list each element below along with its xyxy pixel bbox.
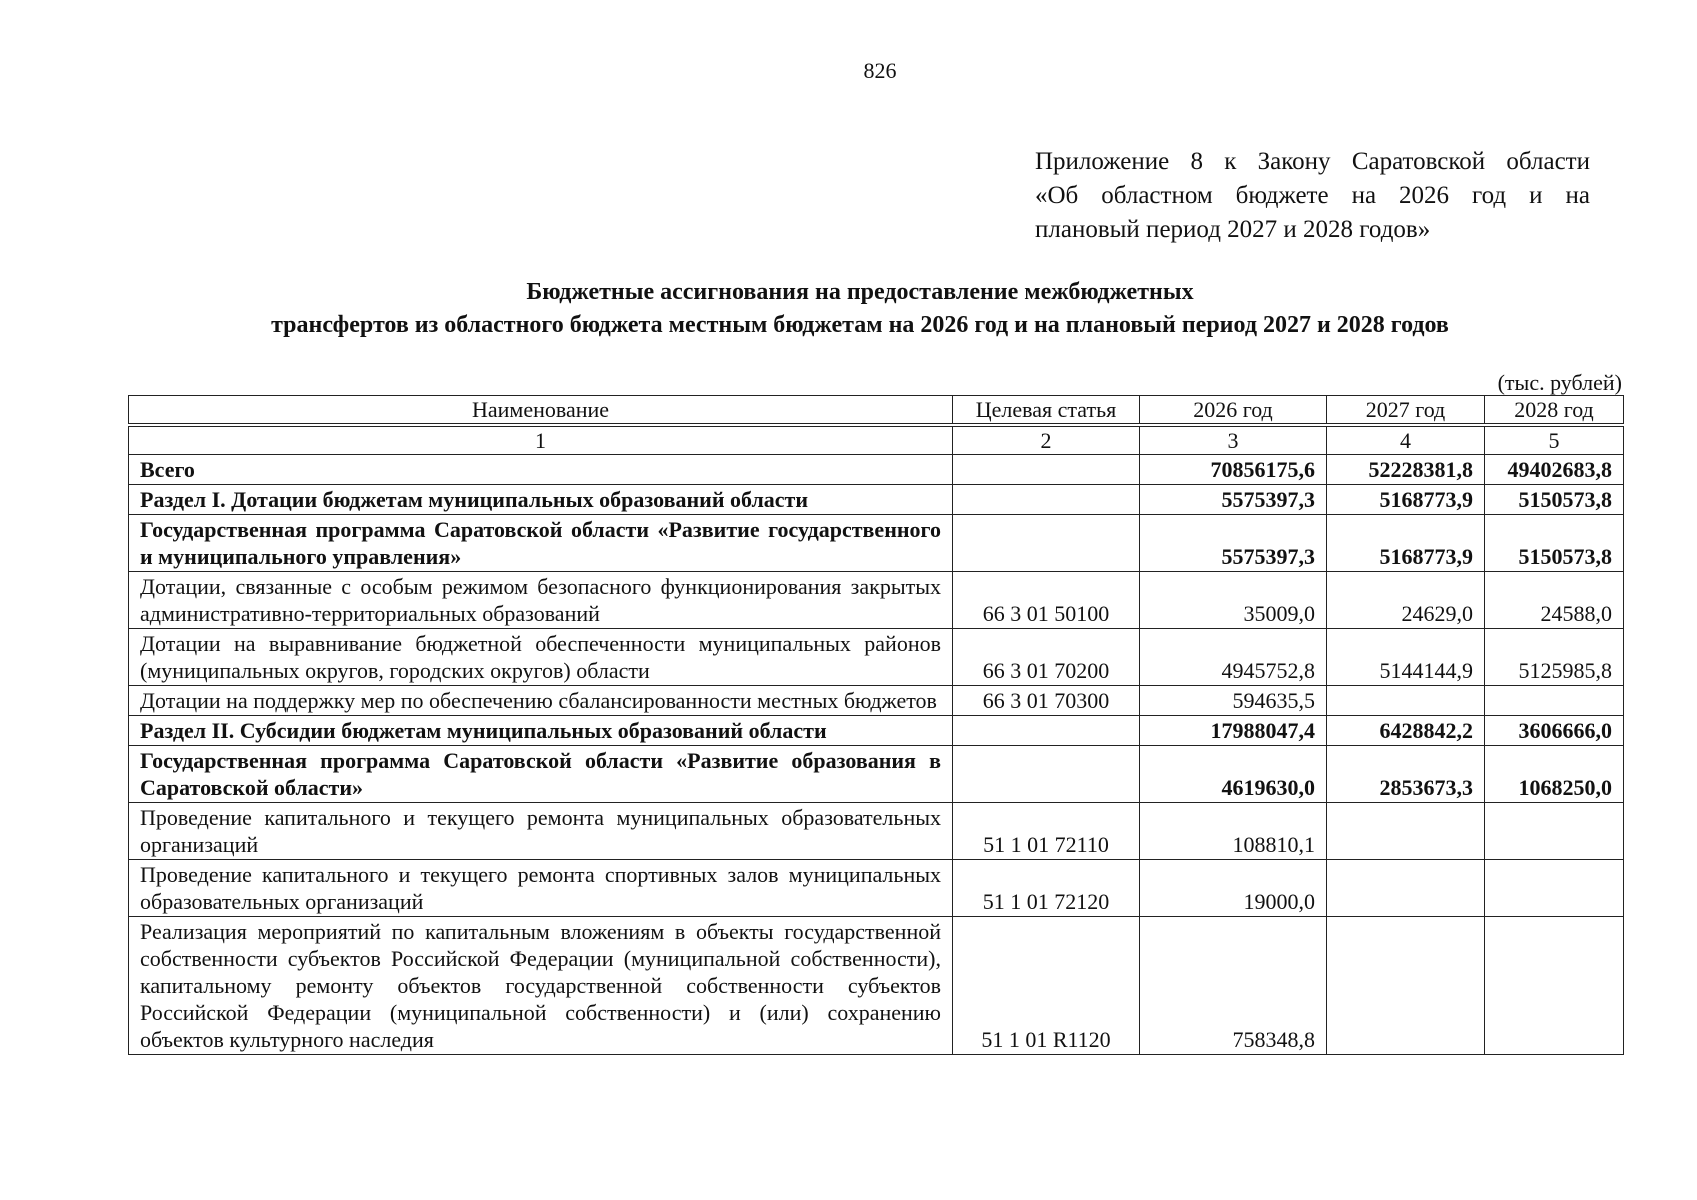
row-value-2028: 3606666,0 (1485, 716, 1624, 746)
column-number: 4 (1327, 427, 1485, 455)
header-code: Целевая статья (953, 396, 1140, 424)
row-value-2028: 24588,0 (1485, 572, 1624, 629)
table-row (129, 860, 1624, 917)
row-value-2028: 5150573,8 (1485, 515, 1624, 572)
row-value-2028: 1068250,0 (1485, 746, 1624, 803)
row-value-2027: 52228381,8 (1327, 455, 1485, 485)
row-value-2026: 5575397,3 (1140, 485, 1327, 515)
row-target-code: 66 3 01 70200 (953, 629, 1140, 686)
row-value-2027 (1327, 860, 1485, 917)
column-number: 3 (1140, 427, 1327, 455)
table-row (129, 629, 1624, 686)
appendix-note (1035, 145, 1590, 247)
row-target-code: 51 1 01 R1120 (953, 917, 1140, 1055)
row-value-2028 (1485, 686, 1624, 716)
table-row (129, 485, 1624, 515)
table-row (129, 716, 1624, 746)
row-value-2028 (1485, 917, 1624, 1055)
table-row (129, 803, 1624, 860)
row-name: Раздел I. Дотации бюджетам муниципальных образований области (129, 485, 953, 515)
appendix-line-3: плановый период 2027 и 2028 годов» (1035, 216, 1431, 243)
row-value-2027 (1327, 803, 1485, 860)
row-target-code: 51 1 01 72120 (953, 860, 1140, 917)
page-number: 826 (863, 58, 897, 83)
row-value-2026: 17988047,4 (1140, 716, 1327, 746)
title-line-1: Бюджетные ассигнования на предоставление межбюджетных (526, 279, 1194, 305)
row-value-2026: 19000,0 (1140, 860, 1327, 917)
row-name: Раздел II. Субсидии бюджетам муниципальных образований области (129, 716, 953, 746)
row-value-2027: 24629,0 (1327, 572, 1485, 629)
header-name: Наименование (129, 396, 953, 424)
table-row (129, 572, 1624, 629)
title-line-2: трансфертов из областного бюджета местным бюджетам на 2026 год и на плановый период 2027 и 2028 годов (271, 312, 1449, 338)
row-name: Реализация мероприятий по капитальным вложениям в объекты государственной собственности субъектов Российской Федерации (муниципальной собственности), капитальному ремонту объектов государственной собственности субъектов Российской Федерации (муниципальной собственности) и (или) сохранению объектов культурного наследия (129, 917, 953, 1055)
row-name: Государственная программа Саратовской области «Развитие образования в Саратовской области» (129, 746, 953, 803)
row-name: Всего (129, 455, 953, 485)
row-value-2027: 5168773,9 (1327, 515, 1485, 572)
row-value-2028: 5125985,8 (1485, 629, 1624, 686)
row-name: Проведение капитального и текущего ремонта муниципальных образовательных организаций (129, 803, 953, 860)
row-value-2026: 5575397,3 (1140, 515, 1327, 572)
row-target-code (953, 515, 1140, 572)
row-value-2028 (1485, 803, 1624, 860)
header-2026: 2026 год (1140, 396, 1327, 424)
column-number: 1 (129, 427, 953, 455)
header-2028: 2028 год (1485, 396, 1624, 424)
row-value-2026: 594635,5 (1140, 686, 1327, 716)
appendix-line-1: Приложение 8 к Закону Саратовской области (1035, 148, 1590, 175)
header-2027: 2027 год (1327, 396, 1485, 424)
row-value-2027: 6428842,2 (1327, 716, 1485, 746)
row-name: Дотации, связанные с особым режимом безопасного функционирования закрытых административно-территориальных образований (129, 572, 953, 629)
row-name: Проведение капитального и текущего ремонта спортивных залов муниципальных образовательных организаций (129, 860, 953, 917)
row-value-2028: 49402683,8 (1485, 455, 1624, 485)
row-target-code: 66 3 01 70300 (953, 686, 1140, 716)
column-number: 5 (1485, 427, 1624, 455)
column-number: 2 (953, 427, 1140, 455)
row-value-2028: 5150573,8 (1485, 485, 1624, 515)
row-value-2026: 4619630,0 (1140, 746, 1327, 803)
row-value-2027 (1327, 917, 1485, 1055)
row-name: Дотации на выравнивание бюджетной обеспеченности муниципальных районов (муниципальных округов, городских округов) области (129, 629, 953, 686)
row-value-2027: 5168773,9 (1327, 485, 1485, 515)
row-target-code: 66 3 01 50100 (953, 572, 1140, 629)
row-value-2026: 108810,1 (1140, 803, 1327, 860)
row-target-code: 51 1 01 72110 (953, 803, 1140, 860)
table-header-row (129, 396, 1624, 424)
row-target-code (953, 485, 1140, 515)
row-name: Государственная программа Саратовской области «Развитие государственного и муниципального управления» (129, 515, 953, 572)
table-row (129, 746, 1624, 803)
row-value-2026: 758348,8 (1140, 917, 1327, 1055)
budget-table (128, 395, 1624, 1055)
table-row (129, 686, 1624, 716)
appendix-line-2: «Об областном бюджете на 2026 год и на (1035, 182, 1590, 209)
table-row (129, 917, 1624, 1055)
column-numbers-row (129, 427, 1624, 455)
row-value-2027: 5144144,9 (1327, 629, 1485, 686)
row-value-2026: 70856175,6 (1140, 455, 1327, 485)
row-target-code (953, 746, 1140, 803)
row-target-code (953, 455, 1140, 485)
row-value-2028 (1485, 860, 1624, 917)
row-value-2027 (1327, 686, 1485, 716)
row-value-2026: 35009,0 (1140, 572, 1327, 629)
row-value-2026: 4945752,8 (1140, 629, 1327, 686)
units-label: (тыс. рублей) (1497, 370, 1622, 395)
row-value-2027: 2853673,3 (1327, 746, 1485, 803)
row-target-code (953, 716, 1140, 746)
table-row (129, 515, 1624, 572)
row-name: Дотации на поддержку мер по обеспечению сбалансированности местных бюджетов (129, 686, 953, 716)
table-row (129, 455, 1624, 485)
document-title (130, 276, 1590, 342)
